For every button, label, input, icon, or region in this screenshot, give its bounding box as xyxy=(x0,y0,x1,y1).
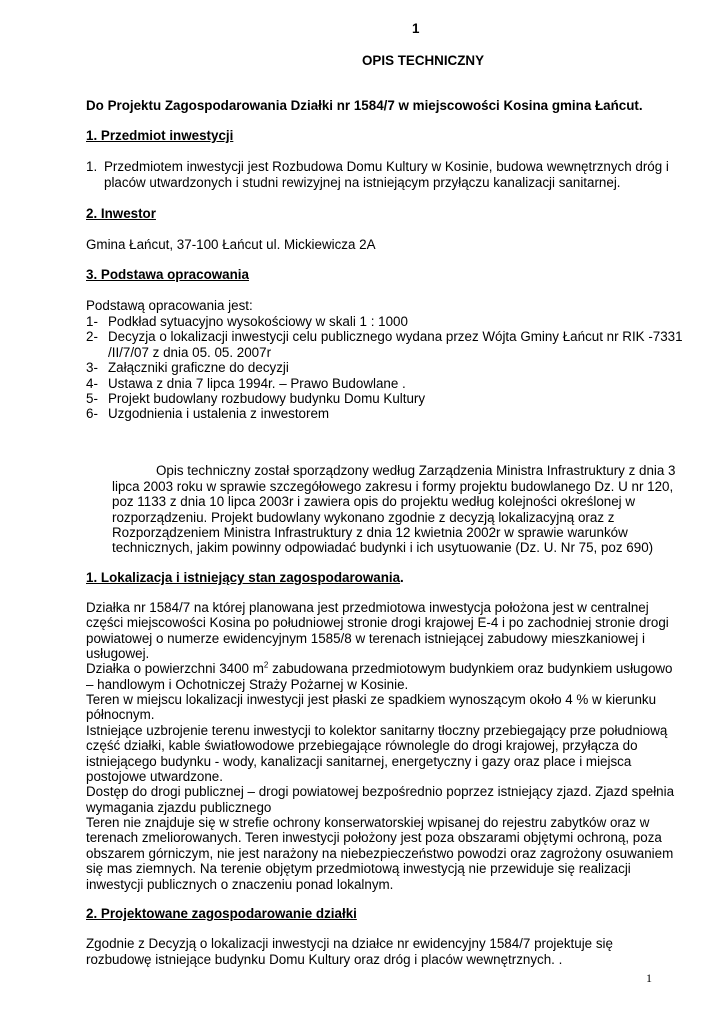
paragraph-line: rozbudowę istniejące budynku Domu Kultury oraz dróg i placów wewnętrznych. . xyxy=(86,952,563,967)
paragraph-line: powiatowej o numerze ewidencyjnym 1585/8 w terenach istniejącej zabudowy mieszkaniowej i xyxy=(86,631,645,646)
paragraph-line: terenach zmeliorowanych. Teren inwestycji położony jest poza obszarami objętymi ochroną, poza xyxy=(86,830,662,845)
list-number: 6- xyxy=(86,406,98,421)
paragraph-line: lipca 2003 roku w sprawie szczegółowego zakresu i formy projektu budowlanego Dz. U nr 120, xyxy=(112,479,674,494)
list-item: Ustawa z dnia 7 lipca 1994r. – Prawo Budowlane . xyxy=(108,376,406,391)
section-heading-podstawa: 3. Podstawa opracowania xyxy=(86,267,249,282)
paragraph-line-area xyxy=(86,661,673,677)
project-line: Do Projektu Zagospodarowania Działki nr 1584/7 w miejscowości Kosina gmina Łańcut. xyxy=(86,98,643,113)
paragraph-line: inwestycji publicznych o znaczeniu ponad lokalnym. xyxy=(86,877,394,892)
paragraph-line: Przedmiotem inwestycji jest Rozbudowa Domu Kultury w Kosinie, budowa wewnętrznych dróg i xyxy=(104,159,669,174)
document-title: OPIS TECHNICZNY xyxy=(362,53,485,68)
section-heading-lokalizacja xyxy=(86,570,404,586)
paragraph-line: Rozporządzeniem Ministra Infrastruktury z dnia 12 kwietnia 2002r w sprawie warunków xyxy=(112,525,628,540)
paragraph-line: rozporządzeniu. Projekt budowlany wykonano zgodnie z decyzją lokalizacyjną oraz z xyxy=(112,510,615,525)
section-heading-dot: . xyxy=(400,570,404,585)
list-item: Uzgodnienia i ustalenia z inwestorem xyxy=(108,406,330,421)
paragraph-line: placów utwardzonych i studni rewizyjnej na istniejącym przyłączu kanalizacji sanitarnej. xyxy=(104,175,621,190)
paragraph-line: usługowej. xyxy=(86,646,150,661)
paragraph-line: Dostęp do drogi publicznej – drogi powiatowej bezpośrednio poprzez istniejący zjazd. Zjazd spełnia xyxy=(86,784,675,799)
paragraph-line: Zgodnie z Decyzją o lokalizacji inwestycji na działce nr ewidencyjny 1584/7 projektuje się xyxy=(86,936,613,951)
area-superscript: 2 xyxy=(263,660,269,670)
paragraph-line: Istniejące uzbrojenie terenu inwestycji to kolektor sanitarny tłoczny przebiegający prze południową xyxy=(86,723,668,738)
section-heading-text: 1. Lokalizacja i istniejący stan zagospodarowania xyxy=(86,570,401,585)
paragraph-line: Teren w miejscu lokalizacji inwestycji jest płaski ze spadkiem wynoszącym około 4 % w kierunku xyxy=(86,692,657,707)
section-heading-przedmiot: 1. Przedmiot inwestycji xyxy=(86,128,234,143)
list-number: 5- xyxy=(86,391,98,406)
area-prefix: Działka o powierzchni 3400 m xyxy=(86,661,264,676)
paragraph-line: wymagania zjazdu publicznego xyxy=(86,800,272,815)
list-number: 2- xyxy=(86,329,98,344)
paragraph-line: technicznych, jakim powinny odpowiadać budynki i ich usytuowanie (Dz. U. Nr 75, poz 690) xyxy=(112,540,654,555)
paragraph-line: północnym. xyxy=(86,707,155,722)
paragraph-line: część działki, kable światłowodowe przebiegające równolegle do drogi krajowej, przyłącza do xyxy=(86,738,638,753)
section-heading-inwestor: 2. Inwestor xyxy=(86,206,156,221)
list-intro: Podstawą opracowania jest: xyxy=(86,298,253,313)
paragraph-line: się mas ziemnych. Na terenie objętym przedmiotową inwestycją nie przewiduje się realizacji xyxy=(86,861,631,876)
paragraph-line: Teren nie znajduje się w strefie ochrony konserwatorskiej wpisanej do rejestru zabytków oraz w xyxy=(86,815,650,830)
paragraph-line: obszarem górniczym, nie jest narażony na niebezpieczeństwo powodzi oraz zagrożony osuwaniem xyxy=(86,846,674,861)
page-number-top: 1 xyxy=(412,21,420,36)
investor-address: Gmina Łańcut, 37-100 Łańcut ul. Mickiewicza 2A xyxy=(86,237,376,252)
paragraph-line: poz 1133 z dnia 10 lipca 2003r i zawiera opis do projektu według kolejności określonej w xyxy=(112,494,636,509)
paragraph-line: części miejscowości Kosina po południowej stronie drogi krajowej E-4 i po zachodniej stronie drogi xyxy=(86,615,669,630)
list-number: 4- xyxy=(86,376,98,391)
list-number: 3- xyxy=(86,360,98,375)
section-heading-projektowane: 2. Projektowane zagospodarowanie działki xyxy=(86,906,357,921)
paragraph-line: – handlowym i Ochotniczej Straży Pożarnej w Kosinie. xyxy=(86,677,409,692)
list-item: /II/7/07 z dnia 05. 05. 2007r xyxy=(108,345,272,360)
list-number: 1- xyxy=(86,314,98,329)
paragraph-line: istniejącego budynku - wody, kanalizacji sanitarnej, energetyczny i gazy oraz place i miejsca xyxy=(86,754,632,769)
paragraph-line: Działka nr 1584/7 na której planowana jest przedmiotowa inwestycja położona jest w centralnej xyxy=(86,600,649,615)
list-item: Projekt budowlany rozbudowy budynku Domu Kultury xyxy=(108,391,426,406)
paragraph-line: postojowe utwardzone. xyxy=(86,769,223,784)
list-number: 1. xyxy=(86,159,98,174)
area-suffix: zabudowana przedmiotowym budynkiem oraz budynkiem usługowo xyxy=(268,661,673,676)
paragraph-line: Opis techniczny został sporządzony według Zarządzenia Ministra Infrastruktury z dnia 3 xyxy=(156,463,676,478)
page-number-footer: 1 xyxy=(646,971,652,985)
list-item: Decyzja o lokalizacji inwestycji celu publicznego wydana przez Wójta Gminy Łańcut nr RIK -7331 xyxy=(108,329,683,344)
list-item: Załączniki graficzne do decyzji xyxy=(108,360,289,375)
list-item: Podkład sytuacyjno wysokościowy w skali 1 : 1000 xyxy=(108,314,408,329)
